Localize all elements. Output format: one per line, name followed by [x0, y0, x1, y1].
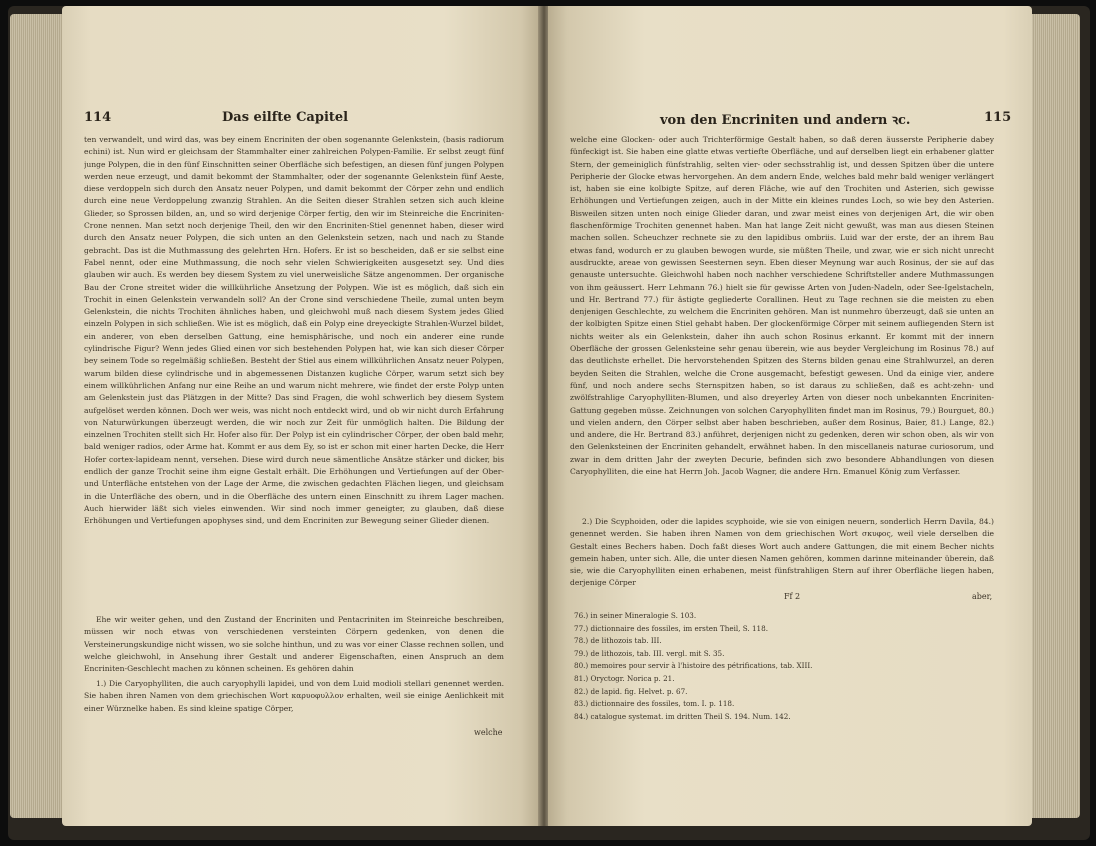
left-page: [62, 6, 540, 826]
right-body-text-1: [570, 134, 994, 516]
footnote: 83.) dictionnaire des fossiles, tom. I. p. 118.: [574, 699, 735, 709]
footnote: 80.) memoires pour servir à l'histoire des pétrifications, tab. XIII.: [574, 661, 813, 671]
left-page-edges: [10, 14, 64, 818]
left-body-text-3: [84, 678, 504, 728]
left-paragraph-1: ten verwandelt, und wird das, was bey einem Encriniten der oben sogenannte Gelenkstein, (basis radiorum echini) ist. Nun wird er gleichsam der Stammhalter einer zahlreichen Polypen-Familie. Er selbst zeugt fünf junge Polypen, die in den fünf Einschnitten seiner Oberfläche sich befestigen, an diesen fünf jungen Polypen werden neue erzeugt, und damit bekommt der Stammhalter, oder der sogenannte Gelenkstein fünf Aeste, diese verdoppeln sich durch den Ansatz neuer Polypen, und damit bekommt der Cörper zehn und endlich durch eine neue Verdoppelung zwanzig Strahlen. An die Seiten dieser Strahlen setzen sich auch kleine Glieder, so Sprossen bilden, an, und so wird derjenige Cörper fertig, den wir im Steinreiche die Encriniten-Crone nennen. Man setzt noch derjenige Theil, den wir den Encriniten-Stiel genennet haben, dieser wird durch den Ansatz neuer Polypen, die sich unten an den Gelenkstein setzen, nach und nach zu Stande gebracht. Das ist die Muthmassung des gelehrten Hrn. Hofers. Er ist so bescheiden, daß er sie selbst eine Fabel nennt, oder eine Muthmassung, die noch sehr vielen Schwierigkeiten ausgesetzt sey. Und dies glauben wir auch. Es werden bey diesem System zu viel unerweisliche Sätze angenommen. Der organische Bau der Crone streitet wider die willkührliche Ansetzung der Polypen. Wie ist es möglich, daß sich ein Trochit in einen Gelenkstein verwandeln soll? An der Crone sind verschiedene Theile, zumal unten beym Gelenkstein, die nichts Trochiten ähnliches haben, und gleichwohl muß nach diesem System jedes Glied einzeln Polypen in sich schließen. Wie ist es möglich, daß ein Polyp eine dreyeckigte Strahlen-Wurzel bildet, ein anderer, von eben derselben Gattung, eine hemisphärische, und noch ein anderer eine runde cylindrische Figur? Wenn jedes Glied einen vor sich bestehenden Polypen hat, wie kan sich dieser Cörper bey seinem Tode so regelmäßig schließen. Besteht der Stiel aus einem willkührlichen Ansatz neuer Polypen, warum bilden diese cylindrische und in abgemessenen Distanzen kugliche Cörper, warum setzt sich bey einem willkührlichen Anfang nur eine Reihe an und warum nicht mehrere, wie findet der erste Polyp unten am Gelenkstein just das Plätzgen in der Mitte? Das sind Fragen, die wohl schwerlich bey diesem System aufgelöset werden können. Doch wer weis, was nicht noch entdeckt wird, und ob wir nicht durch Erfahrung von Naturwürkungen überzeugt werden, die wir noch zur Zeit für unmöglich halten. Die Bildung der einzelnen Trochiten stellt sich Hr. Hofer also für. Der Polyp ist ein cylindrischer Cörper, der oben bald mehr, bald weniger radios, oder Arme hat. Kommt er aus dem Ey, so ist er schon mit einer harten Decke, die Herr Hofer cortex-lapideam nennt, versehen. Diese wird durch neue sämentliche Ansätze stärker und dicker, bis endlich der ganze Trochit seine ihm eigne Gestalt erhält. Die Erhöhungen und Vertiefungen auf der Ober- und Unterfläche entstehen von der Lage der Arme, die zwischen gedachten Flächen liegen, und gleichsam in die Unterfläche des obern, und in die Oberfläche des untern einen Einschnitt zu ihrem Lager machen. Auch hierwider läßt sich vieles einwenden. Wir sind noch immer geneigter, zu glauben, daß diese Erhöhungen und Vertiefungen apophyses sind, und dem Encriniten zur Bewegung seiner Glieder dienen.: [84, 135, 504, 526]
footnote: 79.) de lithozois, tab. III. vergl. mit S. 35.: [574, 648, 725, 658]
left-body-text-2: [84, 614, 504, 676]
left-running-head: Das eilfte Capitel: [222, 110, 349, 125]
left-body-text-1: [84, 134, 504, 614]
right-running-head: von den Encriniten und andern ꝛc.: [660, 113, 911, 128]
footnote: 78.) de lithozois tab. III.: [574, 636, 662, 646]
left-paragraph-3: 1.) Die Caryophylliten, die auch caryophylli lapidei, und von dem Luid modioli stellari genennet werden. Sie haben ihren Namen von dem griechischen Wort καρυοφυλλον erhalten, weil sie einige Aenlichkeit mit einer Würznelke haben. Es sind kleine spatige Cörper,: [84, 679, 504, 713]
right-page: [548, 6, 1032, 826]
footnote: 82.) de lapid. fig. Helvet. p. 67.: [574, 686, 688, 696]
right-page-number: 115: [984, 110, 1012, 125]
footnote: 84.) catalogue systemat. im dritten Theil S. 194. Num. 142.: [574, 711, 791, 721]
right-paragraph-2: 2.) Die Scyphoiden, oder die lapides scyphoide, wie sie von einigen neuern, sonderlich Herrn Davila, 84.) genennet werden. Sie haben ihren Namen von dem griechischen Wort σκυφος, weil viele derselben die Gestalt eines Bechers haben. Doch faßt dieses Wort auch andere Gattungen, die mit einem Becher nichts gemein haben, unter sich. Alle, die unter diesen Namen gehören, kommen darinne miteinander überein, daß sie, wie die Caryophylliten einen erhabenen, meist fünfstrahligen Stern auf ihrer Oberfläche liegen haben, derjenige Cörper: [570, 517, 994, 588]
right-paragraph-1: welche eine Glocken- oder auch Trichterförmige Gestalt haben, so daß deren äusserste Peripherie dabey fünfeckigt ist. Sie haben eine glatte etwas vertiefte Oberfläche, und auf derselben liegt ein erhabener glatter Stern, der gemeiniglich fünfstrahlig, selten vier- oder sechsstrahlig ist, und dessen Spitzen über die untere Peripherie der Glocke etwas hervorgehen. An dem andern Ende, welches bald mehr bald weniger verlängert ist, haben sie eine kolbigte Spitze, auf deren Fläche, wie auf den Trochiten und Asterien, sich gewisse Erhöhungen und Vertiefungen zeigen, auch in der Mitte ein kleines rundes Loch, so wie bey den Asterien. Bisweilen sitzen unten noch einige Glieder daran, und zwar meist eines von derjenigen Art, die wir oben flaschenförmige Trochiten genennet haben. Man hat lange Zeit nicht gewußt, was man aus diesen Steinen machen sollen. Scheuchzer rechnete sie zu den lapidibus ombriis. Luid war der erste, der an ihrem Bau etwas fand, wodurch er zu glauben bewogen wurde, sie müßten Theile, und zwar, wie er sich nicht unrecht ausdruckte, areae von gewissen Seesternen seyn. Eben dieser Meynung war auch Rosinus, der sie auf das genauste untersuchte. Gleichwohl haben noch nachher verschiedene Schriftsteller andere Muthmassungen von ihm geäussert. Herr Lehmann 76.) hielt sie für gewisse Arten von Juden-Nadeln, oder See-Igelstacheln, und Hr. Bertrand 77.) für ästigte gegliederte Corallinen. Heut zu Tage rechnen sie die meisten zu eben denjenigen Geschlechte, zu welchem die Encriniten gehören. Man ist nunmehro überzeugt, daß sie unten an der kolbigten Spitze einen Stiel gehabt haben. Der glockenförmige Cörper mit seinem aufliegenden Stern ist nichts weiter als ein Gelenkstein, daher ihn auch schon Rosinus erkannt. Er kommt mit der innern Oberfläche der grossen Gelenksteine sehr genau überein, wie aus beyder Vergleichung im Rosinus 78.) auf das deutlichste erhellet. Die hervorstehenden Spitzen des Sterns bilden genau eine Strahlwurzel, an deren beyden Seiten die Strahlen, welche die Crone ausgemacht, befestigt gewesen. Und da einige vier, andere fünf, und noch andere sechs Sternspitzen haben, so ist daraus zu schließen, daß es acht-zehn- und zwölfstrahlige Caryophylliten-Blumen, und also dreyerley Arten von dieser noch unbekannten Encriniten-Gattung gegeben müsse. Zeichnungen von solchen Caryophylliten findet man im Rosinus, 79.) Bourguet, 80.) und vielen andern, den Cörper selbst aber haben beschrieben, außer dem Rosinus, Baier, 81.) Lange, 82.) und andere, die Hr. Bertrand 83.) anführet, derjenigen nicht zu gedenken, deren wir schon oben, als wir von den Gelenksteinen der Encriniten gehandelt, erwähnet haben. In den miscellaneis naturae curiosorum, und zwar in dem dritten Jahr der zweyten Decurie, befinden sich zwo besondere Abhandlungen von diesen Caryophylliten, die eine hat Herrn Joh. Jacob Wagner, die andere Hrn. Emanuel König zum Verfasser.: [570, 135, 994, 477]
footnotes: [574, 610, 994, 723]
signature-mark: Ff 2: [784, 592, 801, 601]
footnote: 81.) Oryctogr. Norica p. 21.: [574, 673, 675, 683]
left-catchword: welche: [474, 728, 503, 737]
left-page-number: 114: [84, 110, 112, 125]
right-body-text-2: [570, 516, 994, 590]
footnote: 76.) in seiner Mineralogie S. 103.: [574, 611, 697, 620]
footnote: 77.) dictionnaire des fossiles, im ersten Theil, S. 118.: [574, 623, 768, 633]
right-catchword: aber,: [972, 592, 993, 601]
right-page-edges: [1030, 14, 1080, 818]
left-paragraph-2: Ehe wir weiter gehen, und den Zustand der Encriniten und Pentacriniten im Steinreiche beschreiben, müssen wir noch etwas von verschiedenen versteinten Cörpern gedenken, von denen die Versteinerungskundige nicht wissen, wo sie solche hinthun, und zu was vor einer Classe rechnen sollen, und welche gleichwohl, in Ansehung ihrer Gestalt und anderer Eigenschaften, einen Anspruch an dem Encriniten-Geschlecht machen zu können scheinen. Es gehören dahin: [84, 615, 504, 674]
